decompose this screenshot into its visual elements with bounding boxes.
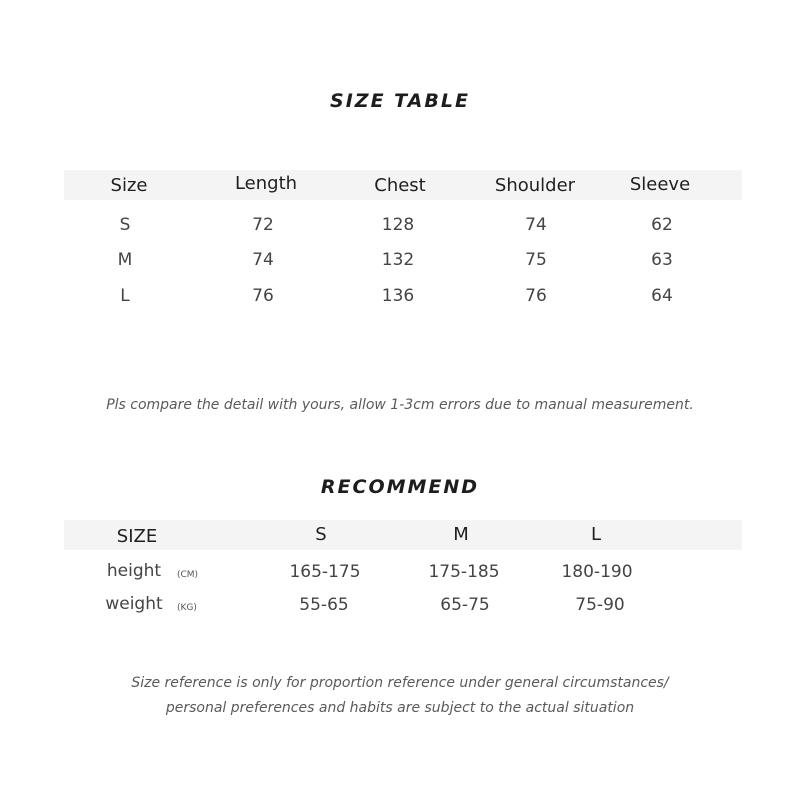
header-length: Length [234, 173, 298, 194]
row-m-length: 74 [252, 250, 274, 270]
row-l-length: 76 [252, 286, 274, 306]
row-l-shoulder: 76 [525, 286, 547, 306]
recommend-header-m: M [453, 524, 469, 545]
recommend-header-size: SIZE [116, 526, 158, 547]
reference-note-line1: Size reference is only for proportion reference under general circumstances/ [131, 675, 669, 691]
weight-label: weight [105, 594, 163, 614]
height-unit: (CM) [177, 570, 199, 580]
header-chest: Chest [374, 175, 426, 196]
row-s-chest: 128 [381, 215, 415, 235]
size-table-title: SIZE TABLE [330, 90, 470, 112]
row-m-shoulder: 75 [525, 250, 547, 270]
weight-m: 65-75 [440, 595, 490, 615]
recommend-title: RECOMMEND [320, 476, 480, 498]
row-s-shoulder: 74 [525, 215, 547, 235]
weight-l: 75-90 [575, 595, 625, 615]
header-shoulder: Shoulder [494, 175, 576, 196]
reference-note-line2: personal preferences and habits are subject to the actual situation [165, 700, 635, 716]
height-s: 165-175 [289, 562, 361, 582]
row-l-chest: 136 [381, 286, 415, 306]
row-m-size: M [117, 250, 133, 270]
height-l: 180-190 [561, 562, 633, 582]
weight-s: 55-65 [299, 595, 349, 615]
row-s-size: S [119, 215, 131, 235]
row-s-sleeve: 62 [651, 215, 673, 235]
header-sleeve: Sleeve [629, 174, 691, 195]
row-m-sleeve: 63 [651, 250, 673, 270]
measurement-note: Pls compare the detail with yours, allow 1-3cm errors due to manual measurement. [106, 397, 694, 413]
recommend-header-l: L [590, 524, 602, 545]
weight-unit: (KG) [177, 603, 197, 613]
row-m-chest: 132 [381, 250, 415, 270]
row-l-sleeve: 64 [651, 286, 673, 306]
row-l-size: L [120, 286, 130, 306]
recommend-header-s: S [315, 524, 327, 545]
header-size: Size [110, 175, 148, 196]
height-label: height [106, 561, 162, 581]
recommend-header-band [64, 520, 742, 550]
row-s-length: 72 [252, 215, 274, 235]
height-m: 175-185 [428, 562, 500, 582]
